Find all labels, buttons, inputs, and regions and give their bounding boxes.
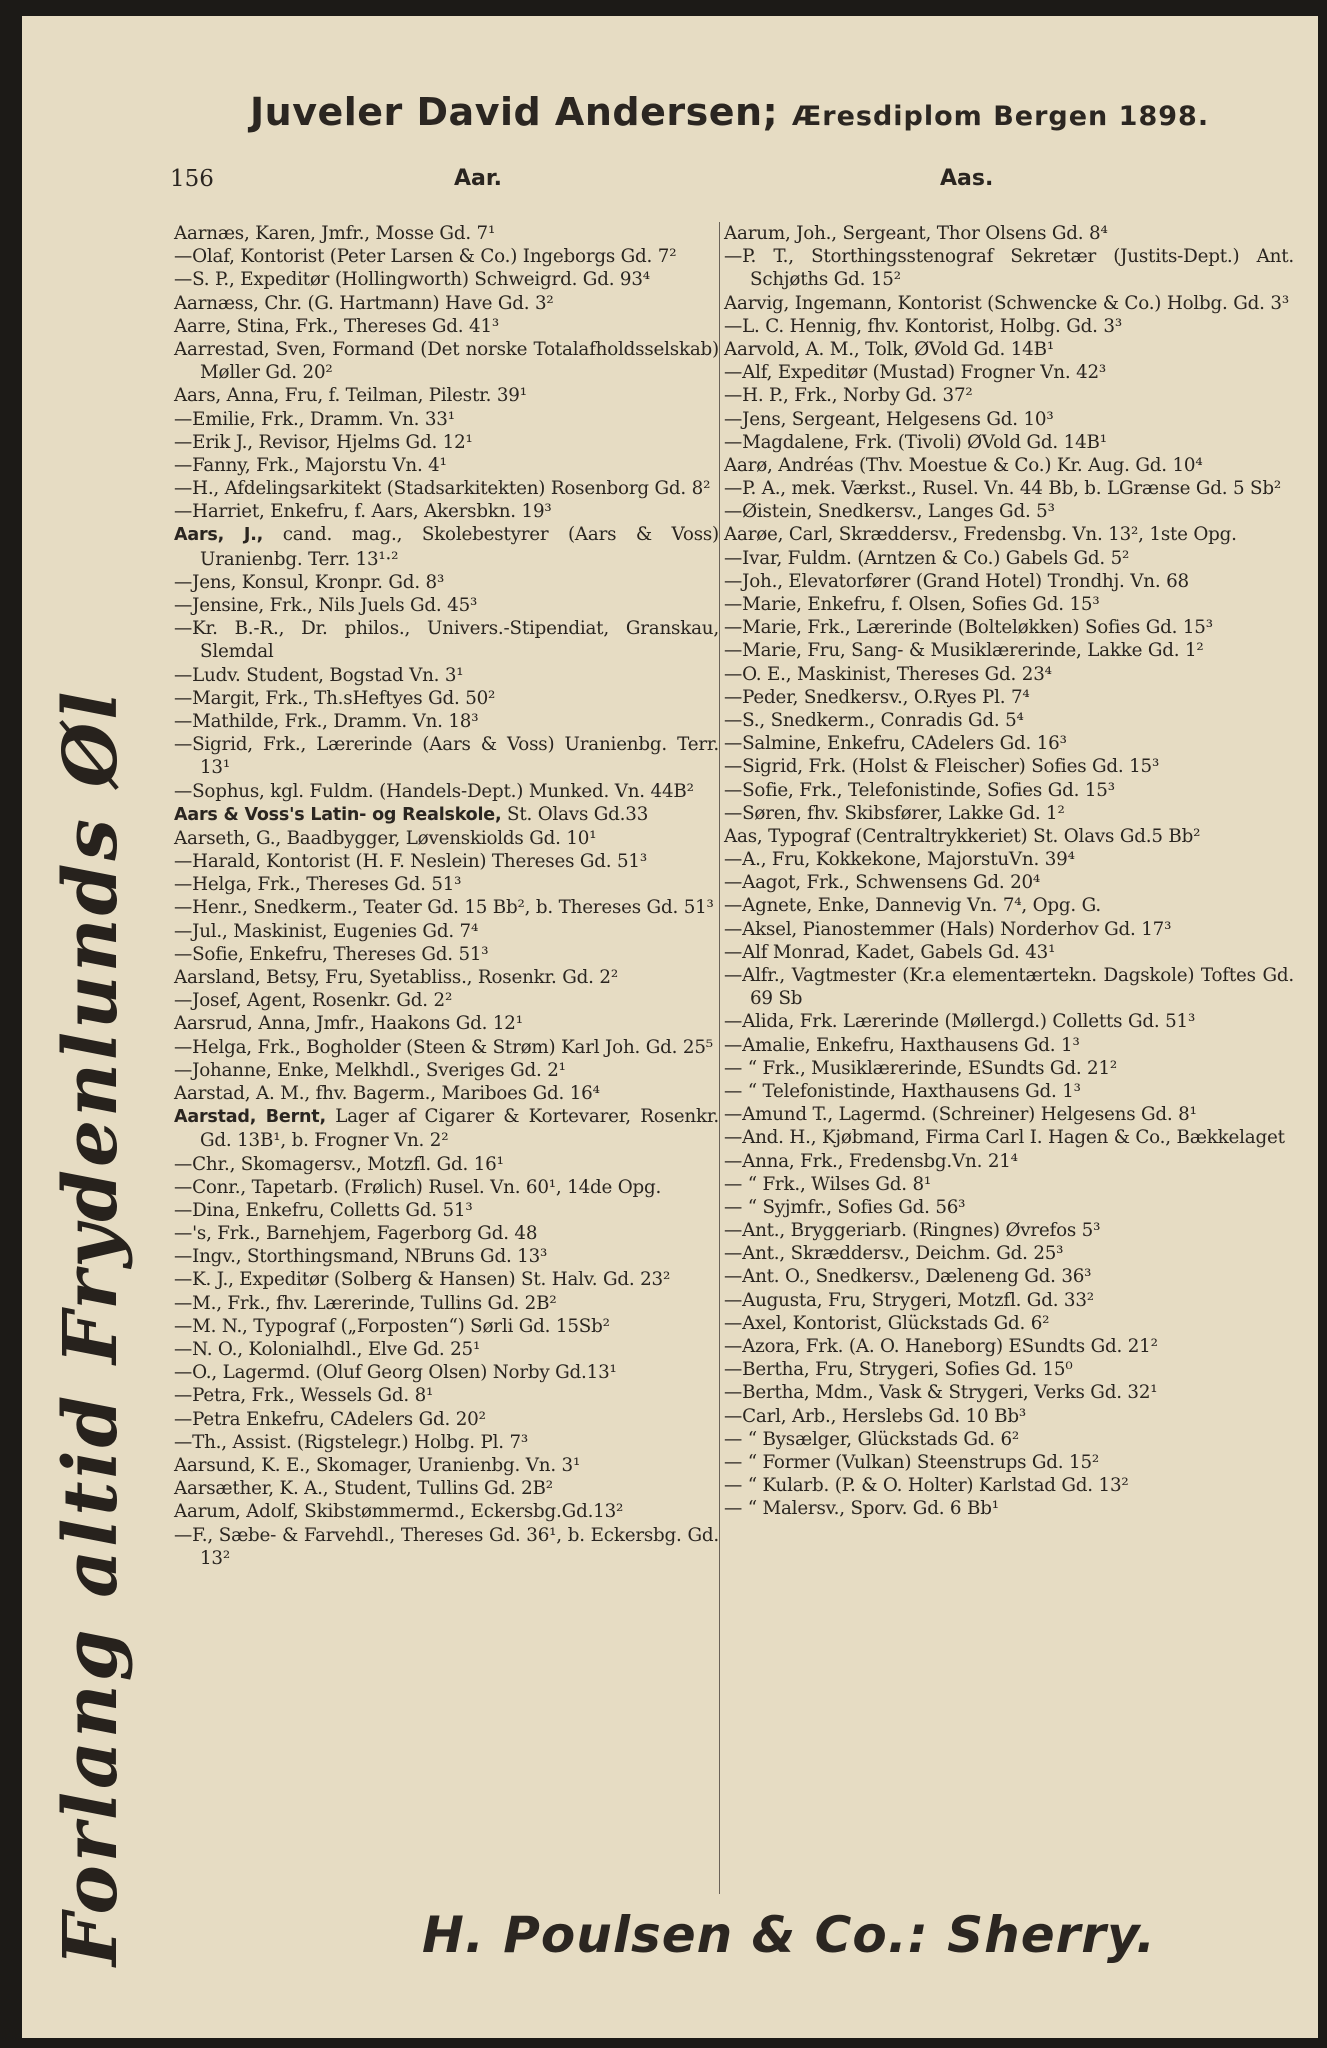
bottom-advertisement: H. Poulsen & Co.: Sherry. bbox=[422, 1906, 1156, 1964]
directory-entry bbox=[724, 1381, 1294, 1404]
directory-entry bbox=[174, 315, 719, 338]
entry-text: —Sofie, Enkefru, Thereses Gd. 51³ bbox=[174, 943, 489, 965]
directory-entry bbox=[724, 1474, 1294, 1497]
entry-heading: Aarstad, Bernt, bbox=[174, 1107, 326, 1128]
directory-entry bbox=[724, 1034, 1294, 1057]
entry-text: —Amund T., Lagermd. (Schreiner) Helgesens Gd. 8¹ bbox=[724, 1104, 1197, 1126]
entry-text: —Chr., Skomagersv., Motzfl. Gd. 16¹ bbox=[174, 1153, 504, 1175]
directory-entry bbox=[174, 780, 719, 803]
directory-entry bbox=[174, 1036, 719, 1059]
directory-entry bbox=[724, 825, 1294, 848]
directory-entry bbox=[724, 454, 1294, 477]
entry-text: —Mathilde, Frk., Dramm. Vn. 18³ bbox=[174, 710, 479, 732]
directory-entry bbox=[174, 1361, 719, 1384]
directory-entry bbox=[174, 664, 719, 687]
directory-entry bbox=[174, 873, 719, 896]
directory-entry bbox=[174, 1431, 719, 1454]
directory-entry bbox=[724, 663, 1294, 686]
entry-text: —Th., Assist. (Rigstelegr.) Holbg. Pl. 7³ bbox=[174, 1431, 529, 1453]
directory-entry bbox=[174, 268, 719, 291]
directory-entry bbox=[724, 779, 1294, 802]
directory-entry bbox=[724, 593, 1294, 616]
directory-entry bbox=[724, 523, 1294, 546]
entry-text: —L. C. Hennig, fhv. Kontorist, Holbg. Gd. 3³ bbox=[724, 315, 1122, 337]
entry-text: —Aksel, Pianostemmer (Hals) Norderhov Gd. 17³ bbox=[724, 918, 1172, 940]
directory-entry bbox=[174, 454, 719, 477]
directory-page bbox=[22, 16, 1318, 2038]
entry-text: —Jens, Sergeant, Helgesens Gd. 10³ bbox=[724, 408, 1054, 430]
directory-entry bbox=[174, 222, 719, 245]
entry-text: Aars, Anna, Fru, f. Teilman, Pilestr. 39¹ bbox=[174, 385, 527, 407]
directory-entry bbox=[174, 1176, 719, 1199]
directory-entry bbox=[724, 315, 1294, 338]
directory-entry bbox=[724, 431, 1294, 454]
directory-entry bbox=[724, 384, 1294, 407]
directory-entry bbox=[174, 920, 719, 943]
entry-text: —P. A., mek. Værkst., Rusel. Vn. 44 Bb, b. LGrænse Gd. 5 Sb² bbox=[724, 478, 1282, 500]
directory-entry bbox=[724, 1289, 1294, 1312]
entry-text: St. Olavs Gd.33 bbox=[501, 803, 649, 825]
entry-text: —M., Frk., fhv. Lærerinde, Tullins Gd. 2B² bbox=[174, 1292, 557, 1314]
entry-text: —Fanny, Frk., Majorstu Vn. 4¹ bbox=[174, 454, 447, 476]
directory-entry bbox=[724, 1126, 1294, 1149]
directory-entry bbox=[174, 571, 719, 594]
directory-entry bbox=[174, 1524, 719, 1570]
directory-entry bbox=[174, 1268, 719, 1291]
top-ad-main: Juveler David Andersen; bbox=[250, 90, 779, 134]
entry-text: —Margit, Frk., Th.sHeftyes Gd. 50² bbox=[174, 687, 496, 709]
directory-entry bbox=[724, 1242, 1294, 1265]
directory-entry bbox=[724, 547, 1294, 570]
side-advertisement: Forlang altid Frydenlunds Øl bbox=[48, 688, 134, 1966]
entry-text: —'s, Frk., Barnehjem, Fagerborg Gd. 48 bbox=[174, 1223, 538, 1245]
directory-entry bbox=[174, 827, 719, 850]
entry-text: Aarum, Adolf, Skibstømmermd., Eckersbg.Gd.13² bbox=[174, 1501, 624, 1523]
directory-entry bbox=[724, 1010, 1294, 1033]
top-advertisement bbox=[250, 90, 1210, 134]
entry-text: —Marie, Fru, Sang- & Musiklærerinde, Lakke Gd. 1² bbox=[724, 640, 1204, 662]
entry-text: —Marie, Enkefru, f. Olsen, Sofies Gd. 15³ bbox=[724, 594, 1100, 615]
entry-text: Aarsland, Betsy, Fru, Syetabliss., Rosenkr. Gd. 2² bbox=[174, 967, 618, 988]
directory-entry bbox=[174, 523, 719, 570]
directory-entry bbox=[174, 1105, 719, 1152]
directory-entry bbox=[724, 755, 1294, 778]
entry-text: —O. E., Maskinist, Thereses Gd. 23⁴ bbox=[724, 663, 1052, 685]
directory-entry bbox=[174, 943, 719, 966]
entry-text: — “ Bysælger, Glückstads Gd. 6² bbox=[724, 1428, 1020, 1450]
entry-text: —S., Snedkerm., Conradis Gd. 5⁴ bbox=[724, 709, 1024, 731]
directory-entry bbox=[724, 1173, 1294, 1196]
directory-entry bbox=[724, 570, 1294, 593]
column-divider bbox=[719, 222, 720, 1894]
right-column-header: Aas. bbox=[940, 166, 994, 191]
directory-entry bbox=[174, 500, 719, 523]
directory-entry bbox=[174, 1222, 719, 1245]
directory-entry bbox=[174, 431, 719, 454]
entry-text: —Petra, Frk., Wessels Gd. 8¹ bbox=[174, 1385, 434, 1407]
entry-text: —Anna, Frk., Fredensbg.Vn. 21⁴ bbox=[724, 1150, 1018, 1172]
entry-text: —Azora, Frk. (A. O. Haneborg) ESundts Gd. 21² bbox=[724, 1336, 1158, 1357]
entry-text: —Ingv., Storthingsmand, NBruns Gd. 13³ bbox=[174, 1246, 548, 1268]
entry-text: —Agnete, Enke, Dannevig Vn. 7⁴, Opg. G. bbox=[724, 895, 1101, 917]
entry-text: —Alida, Frk. Lærerinde (Møllergd.) Colletts Gd. 51³ bbox=[724, 1011, 1196, 1033]
directory-entry bbox=[174, 1454, 719, 1477]
entry-text: — “ Malersv., Sporv. Gd. 6 Bb¹ bbox=[724, 1498, 999, 1520]
directory-entry bbox=[174, 733, 719, 779]
entry-text: — “ Frk., Wilses Gd. 8¹ bbox=[724, 1173, 932, 1195]
entry-text: Aarøe, Carl, Skræddersv., Fredensbg. Vn. 13², 1ste Opg. bbox=[724, 524, 1237, 546]
entry-text: —Bertha, Fru, Strygeri, Sofies Gd. 15⁰ bbox=[724, 1359, 1073, 1381]
directory-entry bbox=[724, 1265, 1294, 1288]
entry-text: —Jens, Konsul, Kronpr. Gd. 8³ bbox=[174, 571, 445, 593]
left-column-header: Aar. bbox=[454, 166, 502, 191]
directory-entry bbox=[174, 1384, 719, 1407]
directory-entry bbox=[724, 709, 1294, 732]
directory-entry bbox=[174, 408, 719, 431]
entry-text: —Marie, Frk., Lærerinde (Bolteløkken) Sofies Gd. 15³ bbox=[724, 617, 1213, 639]
directory-entry bbox=[174, 1408, 719, 1431]
entry-text: —Harald, Kontorist (H. F. Neslein) Thereses Gd. 51³ bbox=[174, 851, 647, 873]
directory-entry bbox=[724, 1358, 1294, 1381]
directory-entry bbox=[724, 1451, 1294, 1474]
directory-entry bbox=[724, 222, 1294, 245]
directory-entry bbox=[174, 1292, 719, 1315]
entry-text: — “ Former (Vulkan) Steenstrups Gd. 15² bbox=[724, 1451, 1099, 1473]
directory-entry bbox=[724, 1150, 1294, 1173]
entry-text: Aarsrud, Anna, Jmfr., Haakons Gd. 12¹ bbox=[174, 1013, 523, 1035]
entry-text: — “ Frk., Musiklærerinde, ESundts Gd. 21² bbox=[724, 1057, 1118, 1079]
entry-text: —O., Lagermd. (Oluf Georg Olsen) Norby Gd.13¹ bbox=[174, 1362, 617, 1384]
entry-text: Aarstad, A. M., fhv. Bagerm., Mariboes Gd. 16⁴ bbox=[174, 1082, 600, 1104]
entry-text: Aarrestad, Sven, Formand (Det norske Totalafholdsselskab) Møller Gd. 20² bbox=[174, 338, 719, 384]
directory-entry bbox=[724, 848, 1294, 871]
directory-entry bbox=[174, 292, 719, 315]
entry-text: Aarum, Joh., Sergeant, Thor Olsens Gd. 8⁴ bbox=[724, 223, 1108, 244]
left-column bbox=[174, 222, 719, 1570]
entry-text: —K. J., Expeditør (Solberg & Hansen) St. Halv. Gd. 23² bbox=[174, 1269, 671, 1291]
directory-entry bbox=[174, 966, 719, 989]
entry-text: Aarvig, Ingemann, Kontorist (Schwencke & Co.) Holbg. Gd. 3³ bbox=[724, 292, 1289, 314]
entry-text: —Ludv. Student, Bogstad Vn. 3¹ bbox=[174, 664, 464, 686]
directory-entry bbox=[724, 1405, 1294, 1428]
entry-text: —Petra Enkefru, CAdelers Gd. 20² bbox=[174, 1408, 486, 1430]
entry-text: —P. T., Storthingsstenograf Sekretær (Justits-Dept.) Ant. Schjøths Gd. 15² bbox=[724, 246, 1294, 291]
directory-entry bbox=[724, 338, 1294, 361]
entry-text: — “ Syjmfr., Sofies Gd. 56³ bbox=[724, 1196, 966, 1218]
directory-entry bbox=[174, 1199, 719, 1222]
entry-text: Aarsund, K. E., Skomager, Uranienbg. Vn. 3¹ bbox=[174, 1454, 581, 1476]
entry-text: —Bertha, Mdm., Vask & Strygeri, Verks Gd. 32¹ bbox=[724, 1382, 1158, 1404]
entry-text: —Ivar, Fuldm. (Arntzen & Co.) Gabels Gd. 5² bbox=[724, 547, 1130, 569]
entry-text: —Dina, Enkefru, Colletts Gd. 51³ bbox=[174, 1199, 473, 1221]
entry-text: —Harriet, Enkefru, f. Aars, Akersbkn. 19³ bbox=[174, 501, 552, 523]
directory-entry bbox=[724, 1312, 1294, 1335]
entry-text: Lager af Cigarer & Kortevarer, Rosenkr. Gd. 13B¹, b. Frogner Vn. 2² bbox=[200, 1106, 719, 1152]
directory-entry bbox=[724, 361, 1294, 384]
directory-entry bbox=[174, 617, 719, 663]
directory-entry bbox=[174, 1338, 719, 1361]
entry-text: Aarre, Stina, Frk., Thereses Gd. 41³ bbox=[174, 315, 500, 337]
directory-entry bbox=[724, 1497, 1294, 1520]
entry-text: —Axel, Kontorist, Glückstads Gd. 6² bbox=[724, 1312, 1050, 1334]
entry-text: —Josef, Agent, Rosenkr. Gd. 2² bbox=[174, 990, 453, 1012]
entry-text: —Ant., Skræddersv., Deichm. Gd. 25³ bbox=[724, 1243, 1064, 1265]
entry-text: —Alf Monrad, Kadet, Gabels Gd. 43¹ bbox=[724, 941, 1056, 963]
entry-text: —Carl, Arb., Herslebs Gd. 10 Bb³ bbox=[724, 1405, 1026, 1427]
directory-entry bbox=[724, 500, 1294, 523]
directory-entry bbox=[724, 894, 1294, 917]
directory-entry bbox=[174, 594, 719, 617]
directory-entry bbox=[174, 338, 719, 384]
directory-entry bbox=[174, 1012, 719, 1035]
entry-text: Aarø, Andréas (Thv. Moestue & Co.) Kr. Aug. Gd. 10⁴ bbox=[724, 454, 1203, 476]
right-column bbox=[724, 222, 1294, 1521]
directory-entry bbox=[724, 1080, 1294, 1103]
directory-entry bbox=[174, 850, 719, 873]
directory-entry bbox=[174, 710, 719, 733]
entry-text: —Salmine, Enkefru, CAdelers Gd. 16³ bbox=[724, 733, 1067, 755]
entry-text: —N. O., Kolonialhdl., Elve Gd. 25¹ bbox=[174, 1339, 481, 1360]
directory-entry bbox=[724, 639, 1294, 662]
page-number: 156 bbox=[170, 166, 214, 192]
entry-text: —Sigrid, Frk., Lærerinde (Aars & Voss) Uranienbg. Terr. 13¹ bbox=[174, 734, 719, 779]
entry-text: —Henr., Snedkerm., Teater Gd. 15 Bb², b. Thereses Gd. 51³ bbox=[174, 897, 714, 919]
entry-text: —Johanne, Enke, Melkhdl., Sveriges Gd. 2¹ bbox=[174, 1059, 566, 1081]
top-ad-sub: Æresdiplom Bergen 1898. bbox=[791, 101, 1210, 132]
directory-entry bbox=[724, 408, 1294, 431]
directory-entry bbox=[724, 871, 1294, 894]
directory-entry bbox=[724, 616, 1294, 639]
entry-text: —Magdalene, Frk. (Tivoli) ØVold Gd. 14B¹ bbox=[724, 431, 1107, 453]
directory-entry bbox=[724, 1196, 1294, 1219]
entry-text: —Ant., Bryggeriarb. (Ringnes) Øvrefos 5³ bbox=[724, 1220, 1101, 1242]
entry-text: —Sigrid, Frk. (Holst & Fleischer) Sofies Gd. 15³ bbox=[724, 756, 1160, 778]
directory-entry bbox=[724, 918, 1294, 941]
entry-text: Aarsæther, K. A., Student, Tullins Gd. 2B² bbox=[174, 1478, 553, 1500]
entry-text: —A., Fru, Kokkekone, MajorstuVn. 39⁴ bbox=[724, 849, 1075, 871]
entry-text: — “ Telefonistinde, Haxthausens Gd. 1³ bbox=[724, 1080, 1081, 1102]
directory-entry bbox=[174, 245, 719, 268]
entry-text: —H., Afdelingsarkitekt (Stadsarkitekten) Rosenborg Gd. 8² bbox=[174, 478, 711, 500]
directory-entry bbox=[724, 1219, 1294, 1242]
entry-text: Aarnæss, Chr. (G. Hartmann) Have Gd. 3² bbox=[174, 292, 554, 314]
entry-text: —Jul., Maskinist, Eugenies Gd. 7⁴ bbox=[174, 920, 479, 942]
entry-heading: Aars & Voss's Latin- og Realskole, bbox=[174, 804, 502, 825]
entry-text: —Øistein, Snedkersv., Langes Gd. 5³ bbox=[724, 501, 1055, 523]
directory-entry bbox=[174, 989, 719, 1012]
entry-text: —Erik J., Revisor, Hjelms Gd. 12¹ bbox=[174, 431, 473, 453]
directory-entry bbox=[724, 941, 1294, 964]
directory-entry bbox=[724, 686, 1294, 709]
directory-entry bbox=[724, 477, 1294, 500]
entry-text: —Søren, fhv. Skibsfører, Lakke Gd. 1² bbox=[724, 802, 1065, 824]
directory-entry bbox=[724, 1057, 1294, 1080]
entry-text: —Jensine, Frk., Nils Juels Gd. 45³ bbox=[174, 595, 478, 616]
entry-text: Aarvold, A. M., Tolk, ØVold Gd. 14B¹ bbox=[724, 338, 1054, 360]
entry-text: —Helga, Frk., Bogholder (Steen & Strøm) Karl Joh. Gd. 25⁵ bbox=[174, 1036, 713, 1058]
entry-text: —Conr., Tapetarb. (Frølich) Rusel. Vn. 60¹, 14de Opg. bbox=[174, 1176, 662, 1198]
entry-text: —Olaf, Kontorist (Peter Larsen & Co.) Ingeborgs Gd. 7² bbox=[174, 246, 677, 268]
entry-heading: Aars, J., bbox=[174, 525, 264, 546]
entry-text: —Kr. B.-R., Dr. philos., Univers.-Stipendiat, Granskau, Slemdal bbox=[174, 618, 719, 663]
entry-text: Aarnæs, Karen, Jmfr., Mosse Gd. 7¹ bbox=[174, 223, 496, 244]
directory-entry bbox=[724, 1428, 1294, 1451]
entry-text: Aas, Typograf (Centraltrykkeriet) St. Olavs Gd.5 Bb² bbox=[724, 825, 1201, 847]
entry-text: —Alfr., Vagtmester (Kr.a elementærtekn. Dagskole) Toftes Gd. 69 Sb bbox=[724, 965, 1294, 1010]
entry-text: —M. N., Typograf („Forposten“) Sørli Gd. 15Sb² bbox=[174, 1315, 610, 1337]
directory-entry bbox=[174, 1500, 719, 1523]
directory-entry bbox=[724, 245, 1294, 291]
directory-entry bbox=[174, 1059, 719, 1082]
entry-text: —Ant. O., Snedkersv., Dæleneng Gd. 36³ bbox=[724, 1266, 1092, 1288]
entry-text: —Aagot, Frk., Schwensens Gd. 20⁴ bbox=[724, 872, 1041, 894]
entry-text: — “ Kularb. (P. & O. Holter) Karlstad Gd. 13² bbox=[724, 1475, 1129, 1497]
entry-text: —Helga, Frk., Thereses Gd. 51³ bbox=[174, 874, 462, 896]
entry-text: —Joh., Elevatorfører (Grand Hotel) Trondhj. Vn. 68 bbox=[724, 570, 1189, 592]
directory-entry bbox=[174, 803, 719, 827]
directory-entry bbox=[174, 384, 719, 407]
entry-text: —S. P., Expeditør (Hollingworth) Schweigrd. Gd. 93⁴ bbox=[174, 269, 650, 291]
entry-text: —Sophus, kgl. Fuldm. (Handels-Dept.) Munked. Vn. 44B² bbox=[174, 780, 694, 802]
directory-entry bbox=[174, 1153, 719, 1176]
entry-text: —Alf, Expeditør (Mustad) Frogner Vn. 42³ bbox=[724, 362, 1107, 384]
directory-entry bbox=[174, 477, 719, 500]
directory-entry bbox=[724, 1103, 1294, 1126]
directory-entry bbox=[174, 1082, 719, 1105]
entry-text: —H. P., Frk., Norby Gd. 37² bbox=[724, 385, 973, 407]
directory-entry bbox=[174, 1315, 719, 1338]
entry-text: —Emilie, Frk., Dramm. Vn. 33¹ bbox=[174, 408, 455, 430]
entry-text: —Sofie, Frk., Telefonistinde, Sofies Gd. 15³ bbox=[724, 779, 1115, 801]
entry-text: Aarseth, G., Baadbygger, Løvenskiolds Gd. 10¹ bbox=[174, 827, 597, 849]
directory-entry bbox=[724, 292, 1294, 315]
entry-text: —Augusta, Fru, Strygeri, Motzfl. Gd. 33² bbox=[724, 1289, 1094, 1311]
directory-entry bbox=[724, 1335, 1294, 1358]
entry-text: —F., Sæbe- & Farvehdl., Thereses Gd. 36¹, b. Eckersbg. Gd. 13² bbox=[174, 1524, 719, 1569]
entry-text: —Peder, Snedkersv., O.Ryes Pl. 7⁴ bbox=[724, 686, 1030, 708]
entry-text: cand. mag., Skolebestyrer (Aars & Voss) Uranienbg. Terr. 13¹·² bbox=[200, 524, 719, 570]
directory-entry bbox=[174, 896, 719, 919]
directory-entry bbox=[724, 802, 1294, 825]
directory-entry bbox=[174, 1477, 719, 1500]
directory-entry bbox=[174, 687, 719, 710]
entry-text: —And. H., Kjøbmand, Firma Carl I. Hagen & Co., Bækkelaget bbox=[724, 1127, 1285, 1149]
directory-entry bbox=[724, 964, 1294, 1010]
entry-text: —Amalie, Enkefru, Haxthausens Gd. 1³ bbox=[724, 1034, 1080, 1056]
directory-entry bbox=[174, 1245, 719, 1268]
directory-entry bbox=[724, 732, 1294, 755]
